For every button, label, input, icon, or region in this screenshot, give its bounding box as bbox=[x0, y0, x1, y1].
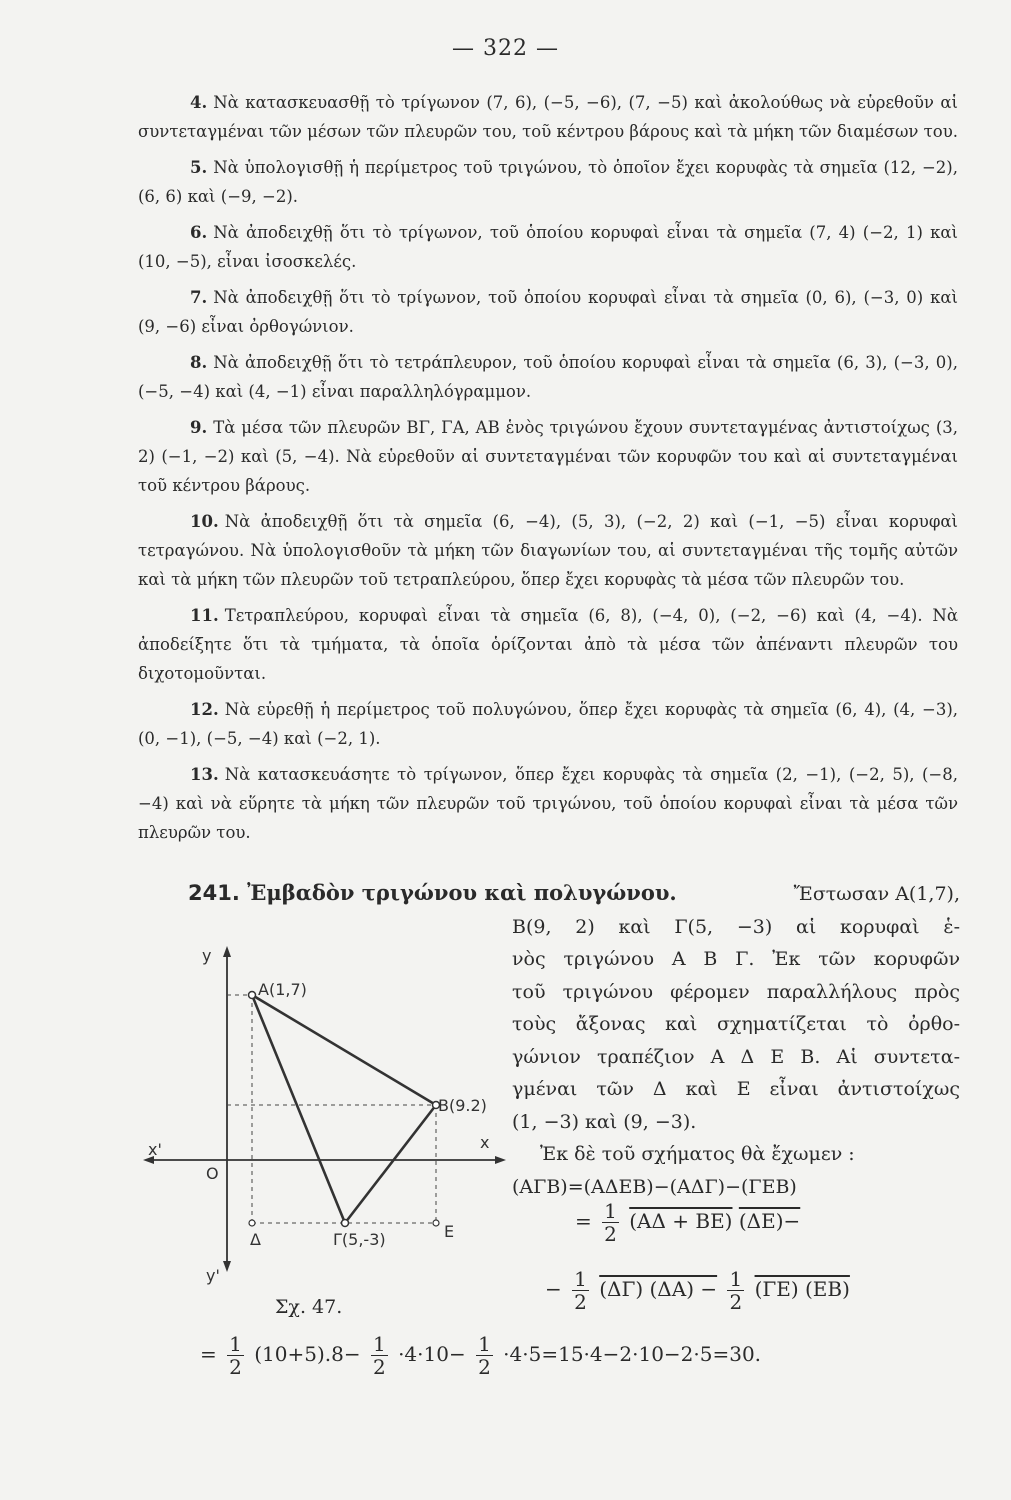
eq-term: (10+5).8− bbox=[254, 1342, 361, 1366]
coordinate-diagram bbox=[140, 945, 510, 1290]
exercise-number: 6. bbox=[190, 223, 208, 242]
point-g bbox=[342, 1220, 349, 1227]
exercise-number: 13. bbox=[190, 765, 219, 784]
exercise-item bbox=[138, 695, 958, 753]
text-line: Β(9, 2) καὶ Γ(5, −3) αἱ κορυφαὶ ἑ- bbox=[512, 915, 960, 938]
exercise-number: 12. bbox=[190, 700, 219, 719]
exercise-item bbox=[138, 413, 958, 500]
exercise-number: 7. bbox=[190, 288, 208, 307]
frac-num: 1 bbox=[229, 1332, 242, 1356]
eq-term: (ΔΕ)− bbox=[738, 1209, 801, 1233]
frac-num: 1 bbox=[729, 1267, 743, 1291]
equation-1: (ΑΓΒ)=(ΑΔΕΒ)−(ΑΔΓ)−(ΓΕΒ) bbox=[512, 1175, 797, 1198]
exercise-item bbox=[138, 601, 958, 688]
fraction-half bbox=[572, 1268, 589, 1313]
eq-term: ·4·10− bbox=[398, 1342, 466, 1366]
eq-sign: = bbox=[575, 1209, 592, 1233]
point-e bbox=[433, 1220, 439, 1226]
exercise-number: 4. bbox=[190, 93, 208, 112]
label-y: y bbox=[202, 946, 212, 965]
figure-caption: Σχ. 47. bbox=[275, 1296, 343, 1318]
section-text bbox=[512, 878, 960, 1203]
eq-term: (ΑΔ + ΒΕ) bbox=[629, 1209, 733, 1233]
exercise-number: 5. bbox=[190, 158, 208, 177]
exercise-text: Νὰ εὑρεθῇ ἡ περίμετρος τοῦ πολυγώνου, ὅπερ ἔχει κορυφὰς τὰ σημεῖα (6, 4), (4, −3), (0, −1), (−5, −4) καὶ (−2, 1). bbox=[138, 700, 958, 748]
frac-den: 2 bbox=[229, 1355, 242, 1379]
eq-sign: − bbox=[545, 1277, 562, 1301]
exercise-text: Νὰ κατασκευάσητε τὸ τρίγωνον, ὅπερ ἔχει κορυφὰς τὰ σημεῖα (2, −1), (−2, 5), (−8, −4) καὶ νὰ εὕρητε τὰ μήκη τῶν πλευρῶν τοῦ τριγώνου, τοῦ ὁποίου κορυφαὶ εἶναι τὰ μέσα τῶν πλευρῶν του. bbox=[138, 765, 958, 842]
frac-den: 2 bbox=[574, 1290, 587, 1314]
exercise-text: Νὰ ἀποδειχθῇ ὅτι τὰ σημεῖα (6, −4), (5, 3), (−2, 2) καὶ (−1, −5) εἶναι κορυφαὶ τετραγώνου. Νὰ ὑπολογισθοῦν τὰ μήκη τῶν διαγωνίων του, αἱ συντεταγμέναι τῆς τομῆς αὐτῶν καὶ τὰ μήκη τῶν πλευρῶν τοῦ τετραπλεύρου, ὅπερ ἔχει κορυφὰς τὰ μέσα τῶν πλευρῶν του. bbox=[138, 512, 958, 589]
eq-term: (ΔΓ) (ΔΑ) − bbox=[599, 1277, 718, 1301]
text-line: τοῦ τριγώνου φέρομεν παραλλήλους πρὸς bbox=[512, 980, 960, 1003]
x-axis-arrow bbox=[495, 1156, 506, 1164]
y-axis-neg-arrow bbox=[223, 1261, 231, 1272]
point-d bbox=[249, 1220, 255, 1226]
fraction-half bbox=[602, 1200, 619, 1245]
exercise-number: 8. bbox=[190, 353, 208, 372]
frac-den: 2 bbox=[604, 1222, 617, 1246]
text-line: Ἔστωσαν Α(1,7), bbox=[793, 883, 960, 905]
final-equation bbox=[200, 1333, 761, 1378]
page-number: — 322 — bbox=[452, 36, 559, 61]
fraction-half bbox=[227, 1333, 244, 1378]
equation-2 bbox=[575, 1200, 800, 1245]
frac-den: 2 bbox=[372, 1355, 386, 1379]
frac-num: 1 bbox=[478, 1332, 491, 1356]
exercise-text: Νὰ κατασκευασθῇ τὸ τρίγωνον (7, 6), (−5, −6), (7, −5) καὶ ἀκολούθως νὰ εὑρεθοῦν αἱ συντεταγμέναι τῶν μέσων τῶν πλευρῶν του, τοῦ κέντρου βάρους καὶ τὰ μήκη τῶν διαμέσων του. bbox=[138, 93, 959, 141]
eq-sign: = bbox=[200, 1342, 217, 1366]
exercise-number: 10. bbox=[190, 512, 219, 531]
label-d: Δ bbox=[250, 1230, 261, 1249]
label-e: E bbox=[444, 1222, 455, 1241]
exercise-list bbox=[138, 88, 958, 854]
fraction-half bbox=[476, 1333, 493, 1378]
exercise-item bbox=[138, 348, 958, 406]
label-y-neg: y' bbox=[206, 1266, 220, 1285]
exercise-text: Νὰ ἀποδειχθῇ ὅτι τὸ τετράπλευρον, τοῦ ὁποίου κορυφαὶ εἶναι τὰ σημεῖα (6, 3), (−3, 0), (−5, −4) καὶ (4, −1) εἶναι παραλληλόγραμμον. bbox=[138, 353, 958, 401]
label-g: Γ(5,-3) bbox=[333, 1230, 386, 1249]
exercise-text: Νὰ ἀποδειχθῇ ὅτι τὸ τρίγωνον, τοῦ ὁποίου κορυφαὶ εἶναι τὰ σημεῖα (7, 4) (−2, 1) καὶ (10, −5), εἶναι ἰσοσκελές. bbox=[138, 223, 958, 271]
frac-num: 1 bbox=[604, 1199, 617, 1223]
exercise-item bbox=[138, 283, 958, 341]
fraction-half bbox=[371, 1333, 388, 1378]
frac-den: 2 bbox=[478, 1355, 491, 1379]
section-title: Ἐμβαδὸν τριγώνου καὶ πολυγώνου. bbox=[247, 880, 677, 905]
exercise-item bbox=[138, 153, 958, 211]
label-x: x bbox=[480, 1133, 490, 1152]
y-axis-arrow bbox=[223, 946, 231, 957]
exercise-number: 9. bbox=[190, 418, 208, 437]
eq-term: (ΓΕ) (ΕΒ) bbox=[754, 1277, 850, 1301]
label-x-neg: x' bbox=[148, 1140, 162, 1159]
exercise-text: Νὰ ἀποδειχθῇ ὅτι τὸ τρίγωνον, τοῦ ὁποίου κορυφαὶ εἶναι τὰ σημεῖα (0, 6), (−3, 0) καὶ (9, −6) εἶναι ὀρθογώνιον. bbox=[138, 288, 958, 336]
exercise-text: Τετραπλεύρου, κορυφαὶ εἶναι τὰ σημεῖα (6, 8), (−4, 0), (−2, −6) καὶ (4, −4). Νὰ ἀποδείξητε ὅτι τὰ τμήματα, τὰ ὁποῖα ὁρίζονται ἀπὸ τὰ μέσα τῶν ἀπέναντι πλευρῶν του διχοτομοῦνται. bbox=[138, 606, 958, 683]
section-number: 241. bbox=[188, 881, 240, 905]
exercise-text: Τὰ μέσα τῶν πλευρῶν ΒΓ, ΓΑ, ΑΒ ἑνὸς τριγώνου ἔχουν συντεταγμένας ἀντιστοίχως (3, 2) (−1, −2) καὶ (5, −4). Νὰ εὑρεθοῦν αἱ συντεταγμέναι τῶν κορυφῶν του καὶ αἱ συντεταγμέναι τοῦ κέντρου βάρους. bbox=[138, 418, 958, 495]
frac-num: 1 bbox=[372, 1332, 386, 1356]
point-a bbox=[249, 992, 256, 999]
text-line: νὸς τριγώνου Α Β Γ. Ἐκ τῶν κορυφῶν bbox=[512, 948, 960, 970]
text-line: Ἐκ δὲ τοῦ σχήματος θὰ ἔχωμεν : bbox=[540, 1143, 855, 1165]
equation-3 bbox=[545, 1268, 850, 1313]
fraction-half bbox=[727, 1268, 744, 1313]
exercise-number: 11. bbox=[190, 606, 219, 625]
exercise-item bbox=[138, 88, 958, 146]
text-line: γμέναι τῶν Δ καὶ Ε εἶναι ἀντιστοίχως bbox=[512, 1078, 960, 1100]
label-origin: O bbox=[206, 1164, 219, 1183]
frac-num: 1 bbox=[574, 1267, 587, 1291]
exercise-text: Νὰ ὑπολογισθῇ ἡ περίμετρος τοῦ τριγώνου, τὸ ὁποῖον ἔχει κορυφὰς τὰ σημεῖα (12, −2), (6, 6) καὶ (−9, −2). bbox=[138, 158, 958, 206]
text-line: γώνιον τραπέζιον Α Δ Ε Β. Αἱ συντετα- bbox=[512, 1045, 960, 1068]
label-a: A(1,7) bbox=[258, 980, 307, 999]
frac-den: 2 bbox=[729, 1290, 743, 1314]
triangle-abg bbox=[252, 995, 436, 1223]
exercise-item bbox=[138, 507, 958, 594]
eq-term: ·4·5=15·4−2·10−2·5=30. bbox=[503, 1342, 762, 1366]
text-line: τοὺς ἄξονας καὶ σχηματίζεται τὸ ὀρθο- bbox=[512, 1013, 960, 1035]
triangle-figure bbox=[140, 945, 510, 1294]
text-line: (1, −3) καὶ (9, −3). bbox=[512, 1110, 697, 1133]
label-b: B(9.2) bbox=[438, 1096, 487, 1115]
exercise-item bbox=[138, 760, 958, 847]
exercise-item bbox=[138, 218, 958, 276]
